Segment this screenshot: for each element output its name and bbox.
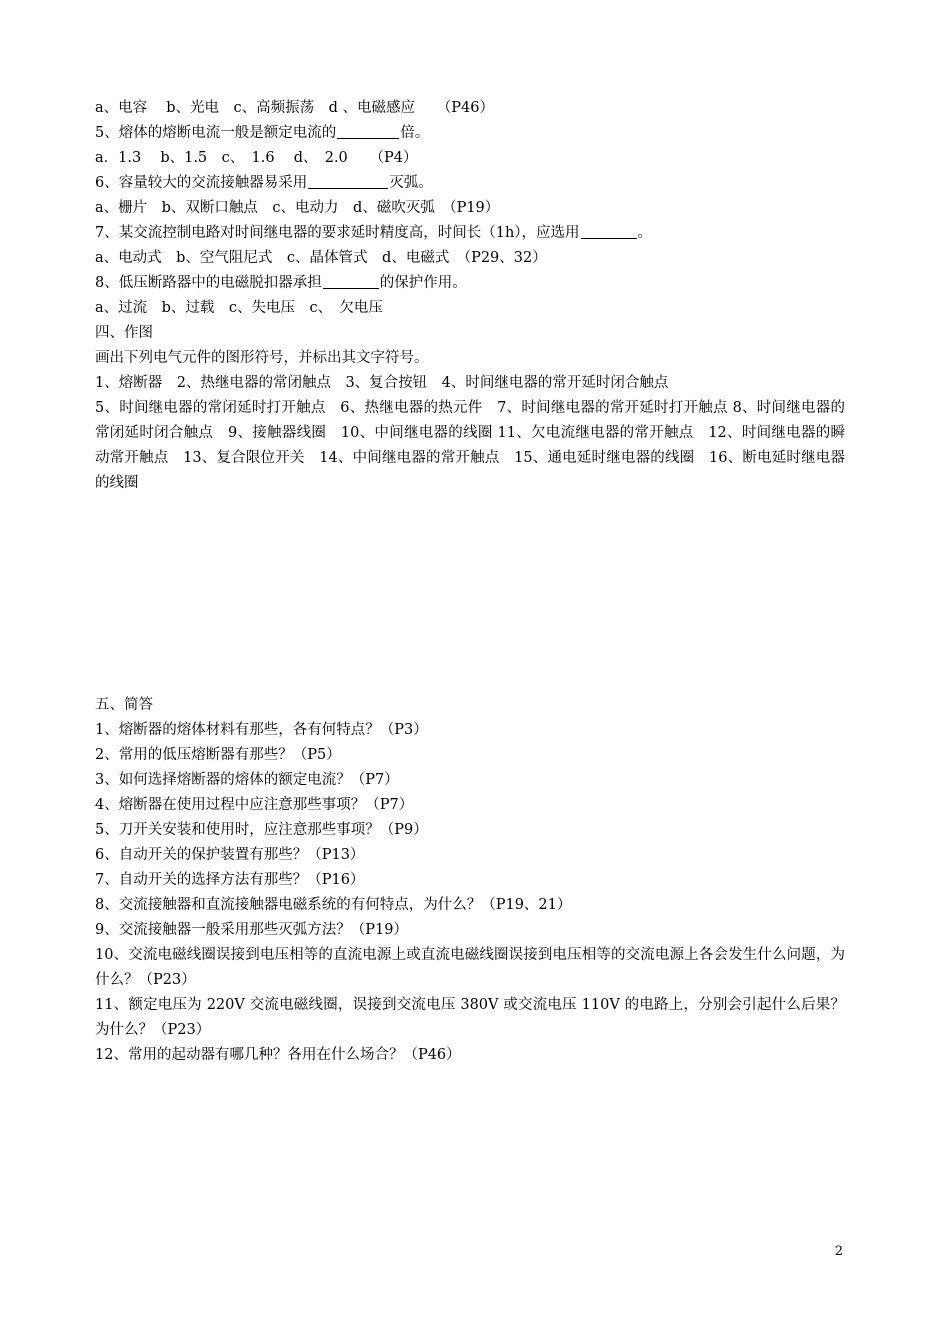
q8-options: a、过流 b、过载 c、失电压 c、 欠电压 <box>95 300 383 316</box>
section4-items-line1: 1、熔断器 2、热继电器的常闭触点 3、复合按钮 4、时间继电器的常开延时闭合触点 <box>95 375 669 391</box>
question-11: 11、额定电压为 220V 交流电磁线圈，误接到交流电压 380V 或交流电压 110V 的电路上，分别会引起什么后果？为什么？（P23） <box>95 997 845 1038</box>
q7-stem: 7、某交流控制电路对时间继电器的要求延时精度高，时间长（1h），应选用 。 <box>95 225 653 241</box>
section4-items-paragraph: 5、时间继电器的常闭延时打开触点 6、热继电器的热元件 7、时间继电器的常开延时打开触点 8、时间继电器的常闭延时闭合触点 9、接触器线圈 10、中间继电器的线圈 11、欠电流继电器的常开触点 12、时间继电器的瞬动常开触点 13、复合限位开关 14、中间继电器的常开触点 15、通电延时继电器的线圈 16、断电延时继电器的线圈 <box>95 400 845 491</box>
answer-blank[interactable] <box>337 123 399 139</box>
question-3: 3、如何选择熔断器的熔体的额定电流？（P7） <box>95 772 399 788</box>
page-number: 2 <box>834 1244 843 1259</box>
question-8: 8、交流接触器和直流接触器电磁系统的有何特点，为什么？（P19、21） <box>95 897 572 913</box>
short-answer-section <box>95 693 845 1068</box>
q6-stem: 6、容量较大的交流接触器易采用 灭弧。 <box>95 175 433 191</box>
answer-blank[interactable] <box>323 273 379 289</box>
q5-options: a．1.3 b、1.5 c、 1.6 d、 2.0 （P4） <box>95 150 418 166</box>
q8-stem: 8、低压断路器中的电磁脱扣器承担 的保护作用。 <box>95 275 467 291</box>
question-12: 12、常用的起动器有哪几种？各用在什么场合？（P46） <box>95 1047 461 1063</box>
q4-options: a、电容 b、光电 c、高频振荡 d 、电磁感应 （P46） <box>95 100 495 116</box>
section4-heading: 四、作图 <box>95 325 153 341</box>
answer-blank[interactable] <box>581 223 637 239</box>
question-7: 7、自动开关的选择方法有那些？（P16） <box>95 872 365 888</box>
multiple-choice-section <box>95 96 845 496</box>
q7-options: a、电动式 b、空气阻尼式 c、晶体管式 d、电磁式 （P29、32） <box>95 250 547 266</box>
q6-options: a、栅片 b、双断口触点 c、电动力 d、磁吹灭弧 （P19） <box>95 200 500 216</box>
question-10: 10、交流电磁线圈误接到电压相等的直流电源上或直流电磁线圈误接到电压相等的交流电源上各会发生什么问题，为什么？（P23） <box>95 947 845 988</box>
q5-stem: 5、熔体的熔断电流一般是额定电流的 倍。 <box>95 125 430 141</box>
answer-blank[interactable] <box>308 173 388 189</box>
question-4: 4、熔断器在使用过程中应注意那些事项？（P7） <box>95 797 414 813</box>
question-6: 6、自动开关的保护装置有那些？（P13） <box>95 847 365 863</box>
question-5: 5、刀开关安装和使用时，应注意那些事项？（P9） <box>95 822 428 838</box>
section5-heading: 五、简答 <box>95 697 153 713</box>
question-9: 9、交流接触器一般采用那些灭弧方法？（P19） <box>95 922 408 938</box>
section4-instruction: 画出下列电气元件的图形符号，并标出其文字符号。 <box>95 350 429 366</box>
question-2: 2、常用的低压熔断器有那些？（P5） <box>95 747 341 763</box>
question-1: 1、熔断器的熔体材料有那些，各有何特点？（P3） <box>95 722 428 738</box>
